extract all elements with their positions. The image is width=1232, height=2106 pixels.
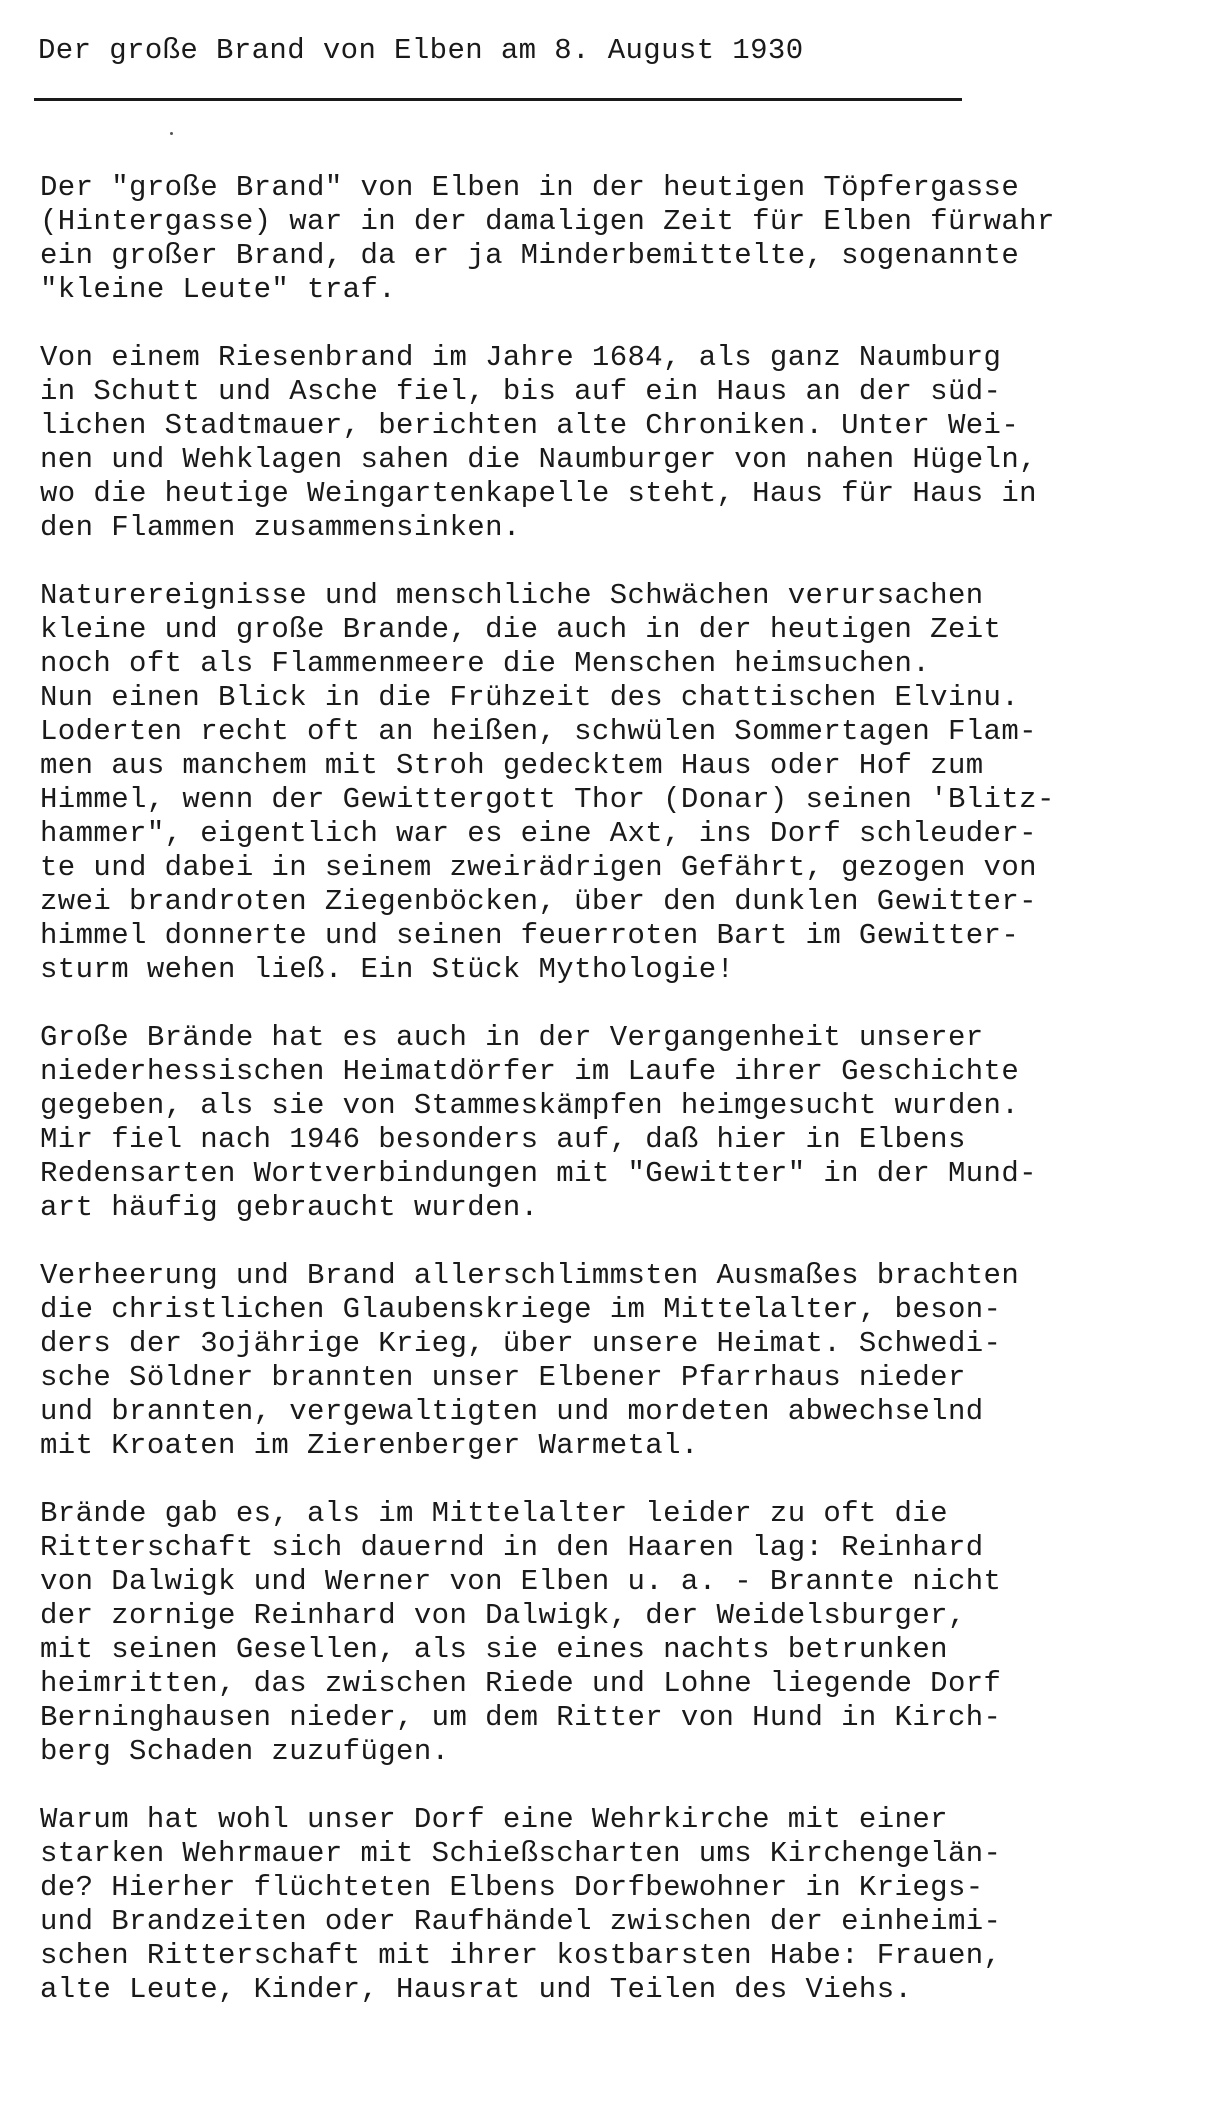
text-line: niederhessischen Heimatdörfer im Laufe ihrer Geschichte [40,1055,1020,1088]
text-line: men aus manchem mit Stroh gedecktem Haus oder Hof zum [40,749,984,782]
text-line: der zornige Reinhard von Dalwigk, der Weidelsburger, [40,1599,966,1632]
text-line: mit seinen Gesellen, als sie eines nachts betrunken [40,1633,948,1666]
text-line: und Brandzeiten oder Raufhändel zwischen der einheimi- [40,1905,1002,1938]
text-line: hammer", eigentlich war es eine Axt, ins Dorf schleuder- [40,817,1037,850]
text-line: die christlichen Glaubenskriege im Mittelalter, beson- [40,1293,1002,1326]
text-line: mit Kroaten im Zierenberger Warmetal. [40,1429,699,1462]
text-line: Naturereignisse und menschliche Schwächen verursachen [40,579,984,612]
text-line: ein großer Brand, da er ja Minderbemittelte, sogenannte [40,239,1020,272]
text-line: den Flammen zusammensinken. [40,511,521,544]
text-line: noch oft als Flammenmeere die Menschen heimsuchen. [40,647,931,680]
text-line: schen Ritterschaft mit ihrer kostbarsten Habe: Frauen, [40,1939,1002,1972]
text-line: Verheerung und Brand allerschlimmsten Ausmaßes brachten [40,1259,1020,1292]
text-line: te und dabei in seinem zweirädrigen Gefährt, gezogen von [40,851,1037,884]
text-line: Warum hat wohl unser Dorf eine Wehrkirche mit einer [40,1803,948,1836]
text-line: sche Söldner brannten unser Elbener Pfarrhaus nieder [40,1361,966,1394]
paper-speck [170,132,173,135]
text-line: in Schutt und Asche fiel, bis auf ein Haus an der süd- [40,375,1002,408]
paragraph-7 [40,1803,1230,2007]
text-line: himmel donnerte und seinen feuerroten Bart im Gewitter- [40,919,1020,952]
text-line: Mir fiel nach 1946 besonders auf, daß hier in Elbens [40,1123,966,1156]
text-line: kleine und große Brande, die auch in der heutigen Zeit [40,613,1002,646]
text-line: ders der 3ojährige Krieg, über unsere Heimat. Schwedi- [40,1327,1002,1360]
text-line: nen und Wehklagen sahen die Naumburger von nahen Hügeln, [40,443,1037,476]
text-line: Berninghausen nieder, um dem Ritter von Hund in Kirch- [40,1701,1002,1734]
text-line: de? Hierher flüchteten Elbens Dorfbewohner in Kriegs- [40,1871,984,1904]
text-line: starken Wehrmauer mit Schießscharten ums Kirchengelän- [40,1837,1002,1870]
document-title: Der große Brand von Elben am 8. August 1930 [38,34,804,67]
text-line: Brände gab es, als im Mittelalter leider zu oft die [40,1497,948,1530]
text-line: Loderten recht oft an heißen, schwülen Sommertagen Flam- [40,715,1037,748]
paragraph-2 [40,341,1230,545]
text-line: alte Leute, Kinder, Hausrat und Teilen des Viehs. [40,1973,913,2006]
text-line: Ritterschaft sich dauernd in den Haaren lag: Reinhard [40,1531,984,1564]
text-line: lichen Stadtmauer, berichten alte Chroniken. Unter Wei- [40,409,1020,442]
text-line: Von einem Riesenbrand im Jahre 1684, als ganz Naumburg [40,341,1002,374]
text-line: (Hintergasse) war in der damaligen Zeit für Elben fürwahr [40,205,1055,238]
text-line: von Dalwigk und Werner von Elben u. a. - Brannte nicht [40,1565,1002,1598]
paragraph-6 [40,1497,1230,1769]
text-line: berg Schaden zuzufügen. [40,1735,450,1768]
text-line: sturm wehen ließ. Ein Stück Mythologie! [40,953,735,986]
paragraph-1 [40,171,1230,307]
text-line: Redensarten Wortverbindungen mit "Gewitter" in der Mund- [40,1157,1037,1190]
text-line: wo die heutige Weingartenkapelle steht, Haus für Haus in [40,477,1037,510]
text-line: Große Brände hat es auch in der Vergangenheit unserer [40,1021,984,1054]
text-line: art häufig gebraucht wurden. [40,1191,539,1224]
paragraph-4 [40,1021,1230,1225]
text-line: Himmel, wenn der Gewittergott Thor (Donar) seinen 'Blitz- [40,783,1055,816]
text-line: "kleine Leute" traf. [40,273,397,306]
text-line: Nun einen Blick in die Frühzeit des chattischen Elvinu. [40,681,1020,714]
paragraph-3 [40,579,1230,987]
paragraph-5 [40,1259,1230,1463]
text-line: heimritten, das zwischen Riede und Lohne liegende Dorf [40,1667,1002,1700]
title-underline [34,98,962,101]
text-line: zwei brandroten Ziegenböcken, über den dunklen Gewitter- [40,885,1037,918]
text-line: und brannten, vergewaltigten und mordeten abwechselnd [40,1395,984,1428]
text-line: Der "große Brand" von Elben in der heutigen Töpfergasse [40,171,1020,204]
document-body [40,171,1230,2041]
text-line: gegeben, als sie von Stammeskämpfen heimgesucht wurden. [40,1089,1020,1122]
